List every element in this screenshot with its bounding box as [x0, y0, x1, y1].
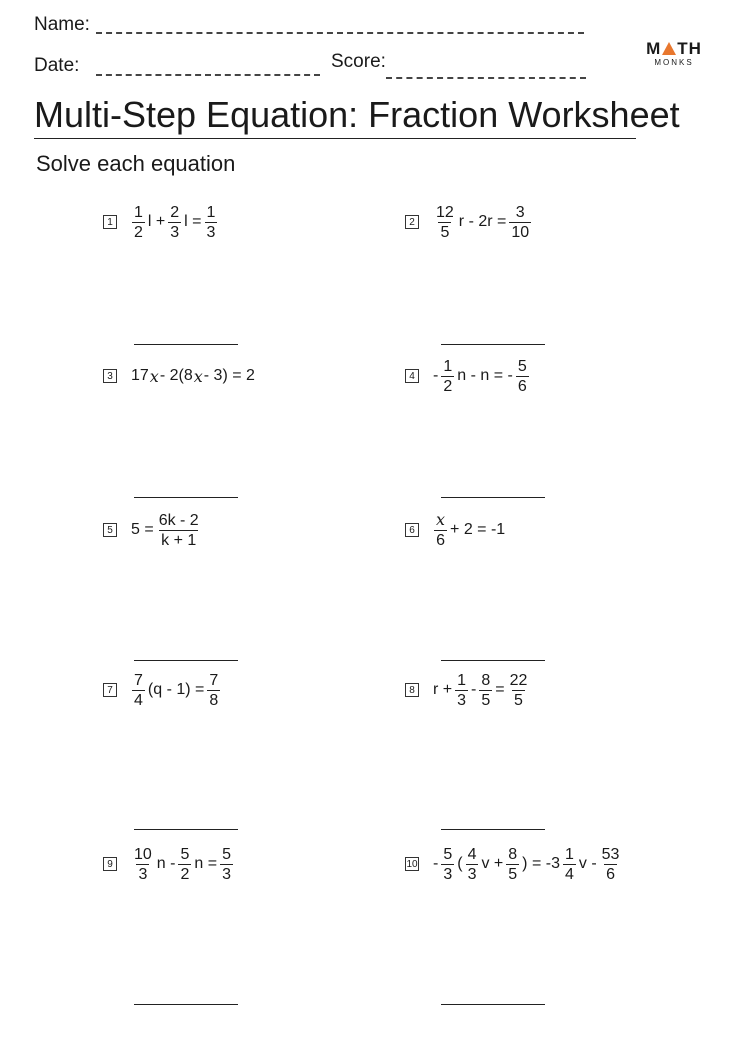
worksheet-title: Multi-Step Equation: Fraction Worksheet — [34, 94, 680, 135]
numerator: 22 — [509, 671, 528, 689]
answer-line-10[interactable] — [441, 1004, 545, 1005]
answer-line-2[interactable] — [441, 344, 545, 345]
answer-line-6[interactable] — [441, 660, 545, 661]
equation — [432, 845, 623, 884]
fraction — [479, 671, 492, 710]
fraction — [157, 511, 201, 550]
equation-text: ) = -3 — [522, 855, 560, 872]
denominator: 4 — [564, 865, 574, 883]
denominator: 6 — [606, 865, 615, 883]
numerator: 1 — [206, 203, 216, 221]
denominator: 5 — [481, 691, 491, 709]
instruction-text: Solve each equation — [36, 151, 236, 176]
denominator: 4 — [134, 691, 143, 709]
numerator: 8 — [508, 845, 518, 863]
problem-number: 2 — [405, 215, 419, 229]
answer-line-1[interactable] — [134, 344, 238, 345]
answer-line-8[interactable] — [441, 829, 545, 830]
equation-text: r - 2r = — [458, 213, 507, 230]
numerator: 10 — [134, 845, 152, 863]
equation-text: = — [495, 681, 505, 698]
equation — [130, 845, 235, 884]
problem-6 — [405, 510, 506, 550]
denominator: 3 — [222, 865, 231, 883]
numerator: 7 — [209, 671, 219, 689]
logo-triangle-icon — [662, 42, 676, 55]
answer-line-9[interactable] — [134, 1004, 238, 1005]
numerator: 6k - 2 — [158, 511, 199, 529]
problem-number: 10 — [406, 858, 418, 870]
equation-text: 17 — [131, 367, 149, 384]
answer-line-4[interactable] — [441, 497, 545, 498]
equation — [130, 511, 203, 550]
variable: x — [149, 366, 159, 386]
denominator: 3 — [443, 865, 453, 883]
fraction — [132, 203, 145, 242]
fraction — [132, 845, 154, 884]
problem-10 — [405, 844, 623, 884]
denominator: 6 — [436, 532, 445, 549]
fraction — [434, 203, 456, 242]
equation-text: n - — [156, 855, 176, 872]
denominator: 10 — [511, 223, 530, 241]
fraction — [132, 671, 145, 710]
problem-1 — [103, 202, 219, 242]
problem-number: 8 — [405, 683, 419, 697]
fraction — [434, 510, 447, 550]
denominator: 5 — [440, 223, 450, 241]
equation-text: (q - 1) = — [147, 681, 205, 698]
problem-7 — [103, 670, 222, 710]
problem-number: 7 — [103, 683, 117, 697]
numerator: 8 — [481, 671, 491, 689]
denominator: 5 — [514, 691, 523, 709]
denominator: 5 — [508, 865, 518, 883]
numerator: 5 — [443, 845, 453, 863]
equation-text: ( — [457, 855, 463, 872]
problem-number: 6 — [405, 523, 419, 537]
answer-line-3[interactable] — [134, 497, 238, 498]
fraction — [466, 845, 479, 884]
equation-text: - — [471, 681, 477, 698]
problem-number: 4 — [405, 369, 419, 383]
equation — [432, 671, 531, 710]
numerator: 5 — [222, 845, 231, 863]
problem-4 — [405, 356, 531, 396]
answer-line-5[interactable] — [134, 660, 238, 661]
denominator: k + 1 — [161, 531, 197, 549]
equation-text: + 2 = -1 — [450, 521, 506, 538]
problem-8 — [405, 670, 531, 710]
fraction — [168, 203, 181, 242]
fraction — [207, 671, 220, 710]
numerator: 1 — [457, 671, 467, 689]
numerator — [434, 510, 447, 530]
equation — [130, 367, 256, 386]
problem-2 — [405, 202, 533, 242]
equation — [432, 510, 506, 550]
title-divider — [34, 138, 636, 139]
numerator: 53 — [601, 845, 620, 863]
equation-text: - 3) = 2 — [203, 367, 255, 384]
equation-text: - — [433, 855, 439, 872]
name-field[interactable] — [96, 32, 584, 34]
problem-number: 9 — [103, 857, 117, 871]
equation — [130, 203, 219, 242]
equation-text: l + — [147, 213, 166, 230]
numerator: 4 — [467, 845, 477, 863]
numerator: 2 — [170, 203, 180, 221]
fraction — [563, 845, 576, 884]
answer-line-7[interactable] — [134, 829, 238, 830]
denominator: 2 — [443, 377, 453, 395]
name-label: Name: — [34, 14, 90, 35]
score-label: Score: — [331, 51, 386, 72]
score-field[interactable] — [386, 77, 586, 79]
problem-3 — [103, 356, 256, 396]
numerator: 3 — [515, 203, 525, 221]
equation-text: n = — [194, 855, 218, 872]
numerator: 1 — [564, 845, 574, 863]
equation-text: n - n = - — [457, 367, 513, 384]
fraction — [600, 845, 622, 884]
fraction — [205, 203, 218, 242]
equation-text: - — [433, 367, 439, 384]
date-label: Date: — [34, 55, 80, 76]
equation — [130, 671, 222, 710]
math-monks-logo: M TH MONKS — [646, 39, 702, 67]
problem-number: 5 — [103, 523, 117, 537]
variable: x — [436, 510, 446, 529]
variable: x — [193, 366, 203, 386]
denominator: 2 — [180, 865, 190, 883]
numerator: 7 — [134, 671, 143, 689]
numerator: 1 — [443, 357, 453, 375]
problem-number: 1 — [103, 215, 117, 229]
problem-5 — [103, 510, 203, 550]
equation-text: - 2(8 — [159, 367, 193, 384]
numerator: 5 — [517, 357, 527, 375]
denominator: 3 — [457, 691, 467, 709]
fraction — [506, 845, 519, 884]
denominator: 3 — [138, 865, 148, 883]
equation — [432, 203, 533, 242]
problem-number: 3 — [103, 369, 117, 383]
fraction — [508, 671, 530, 710]
problem-9 — [103, 844, 235, 884]
equation-text: l = — [184, 213, 202, 230]
fraction — [178, 845, 191, 884]
date-field[interactable] — [96, 74, 320, 76]
numerator: 5 — [180, 845, 190, 863]
fraction — [220, 845, 233, 884]
equation-text: r + — [433, 681, 453, 698]
equation — [432, 357, 531, 396]
numerator: 1 — [134, 203, 143, 221]
fraction — [516, 357, 529, 396]
denominator: 3 — [467, 865, 477, 883]
equation-text: v + — [481, 855, 504, 872]
equation-text: v - — [578, 855, 597, 872]
denominator: 2 — [134, 223, 143, 241]
denominator: 6 — [517, 377, 527, 395]
fraction — [455, 671, 468, 710]
fraction — [441, 845, 454, 884]
denominator: 3 — [206, 223, 216, 241]
fraction — [509, 203, 531, 242]
numerator: 12 — [436, 203, 454, 221]
equation-text: 5 = — [131, 521, 154, 538]
denominator: 8 — [209, 691, 219, 709]
fraction — [441, 357, 454, 396]
denominator: 3 — [170, 223, 180, 241]
